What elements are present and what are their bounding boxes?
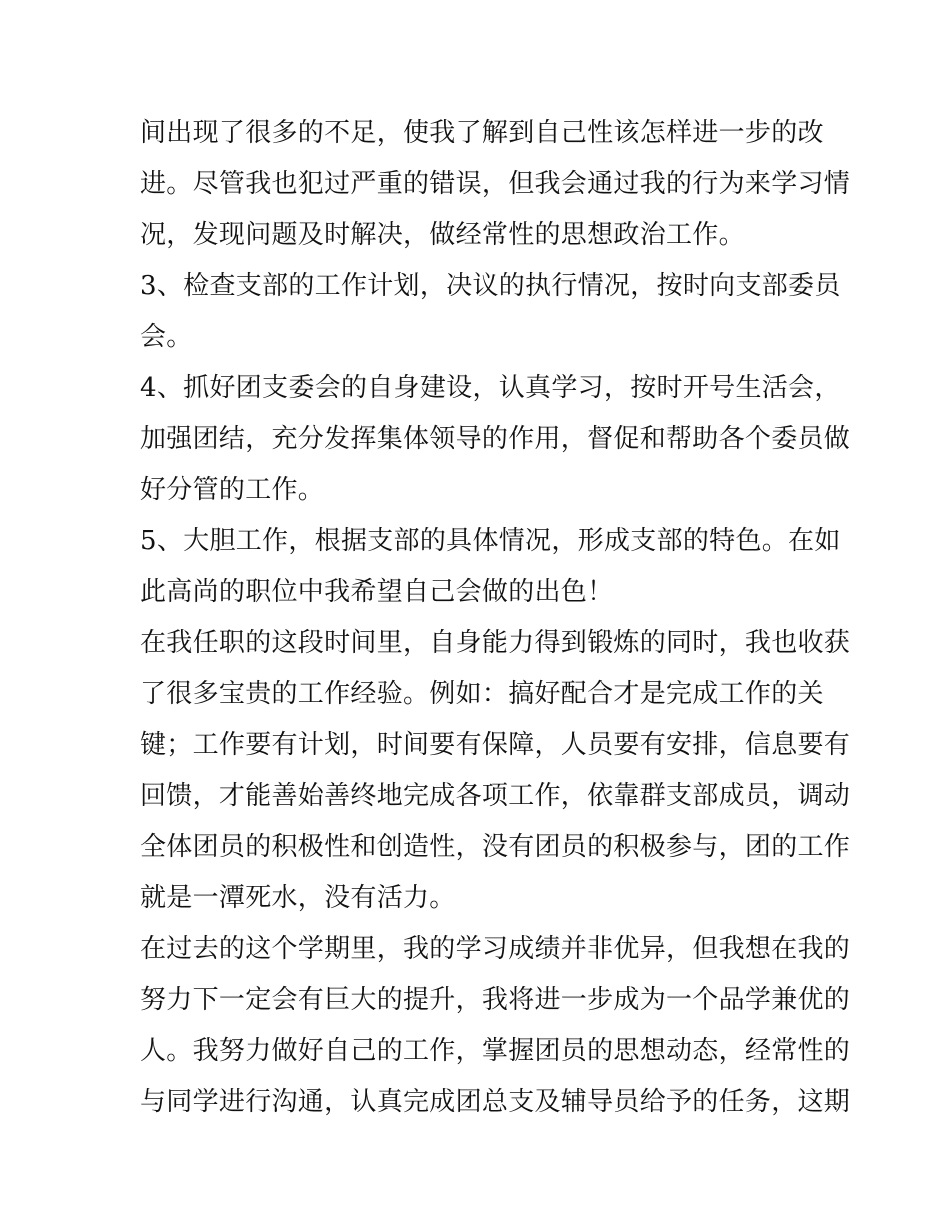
text-line: 全体团员的积极性和创造性，没有团员的积极参与，团的工作 (140, 832, 851, 862)
text-line: 5、大胆工作，根据支部的具体情况，形成支部的特色。在如 (140, 526, 841, 556)
text-line: 间出现了很多的不足，使我了解到自己性该怎样进一步的改 (140, 118, 824, 148)
text-line: 努力下一定会有巨大的提升，我将进一步成为一个品学兼优的 (140, 985, 851, 1015)
document-body (140, 108, 851, 1128)
text-line: 就是一潭死水，没有活力。 (140, 883, 456, 913)
text-line: 进。尽管我也犯过严重的错误，但我会通过我的行为来学习情 (140, 169, 851, 199)
text-line: 4、抓好团支委会的自身建设，认真学习，按时开号生活会， (140, 373, 841, 403)
text-line: 况，发现问题及时解决，做经常性的思想政治工作。 (140, 220, 745, 250)
text-line: 键；工作要有计划，时间要有保障，人员要有安排，信息要有 (140, 730, 851, 760)
text-line: 在过去的这个学期里，我的学习成绩并非优异，但我想在我的 (140, 934, 851, 964)
text-line: 加强团结，充分发挥集体领导的作用，督促和帮助各个委员做 (140, 424, 851, 454)
text-line: 了很多宝贵的工作经验。例如：搞好配合才是完成工作的关 (140, 679, 824, 709)
text-line: 会。 (140, 322, 193, 352)
text-line: 人。我努力做好自己的工作，掌握团员的思想动态，经常性的 (140, 1036, 851, 1066)
text-line: 3、检查支部的工作计划，决议的执行情况，按时向支部委员 (140, 271, 841, 301)
text-line: 回馈，才能善始善终地完成各项工作，依靠群支部成员，调动 (140, 781, 851, 811)
text-line: 在我任职的这段时间里，自身能力得到锻炼的同时，我也收获 (140, 628, 851, 658)
text-line: 好分管的工作。 (140, 475, 325, 505)
text-line: 此高尚的职位中我希望自己会做的出色！ (140, 577, 614, 607)
text-line: 与同学进行沟通，认真完成团总支及辅导员给予的任务，这期 (140, 1087, 851, 1117)
